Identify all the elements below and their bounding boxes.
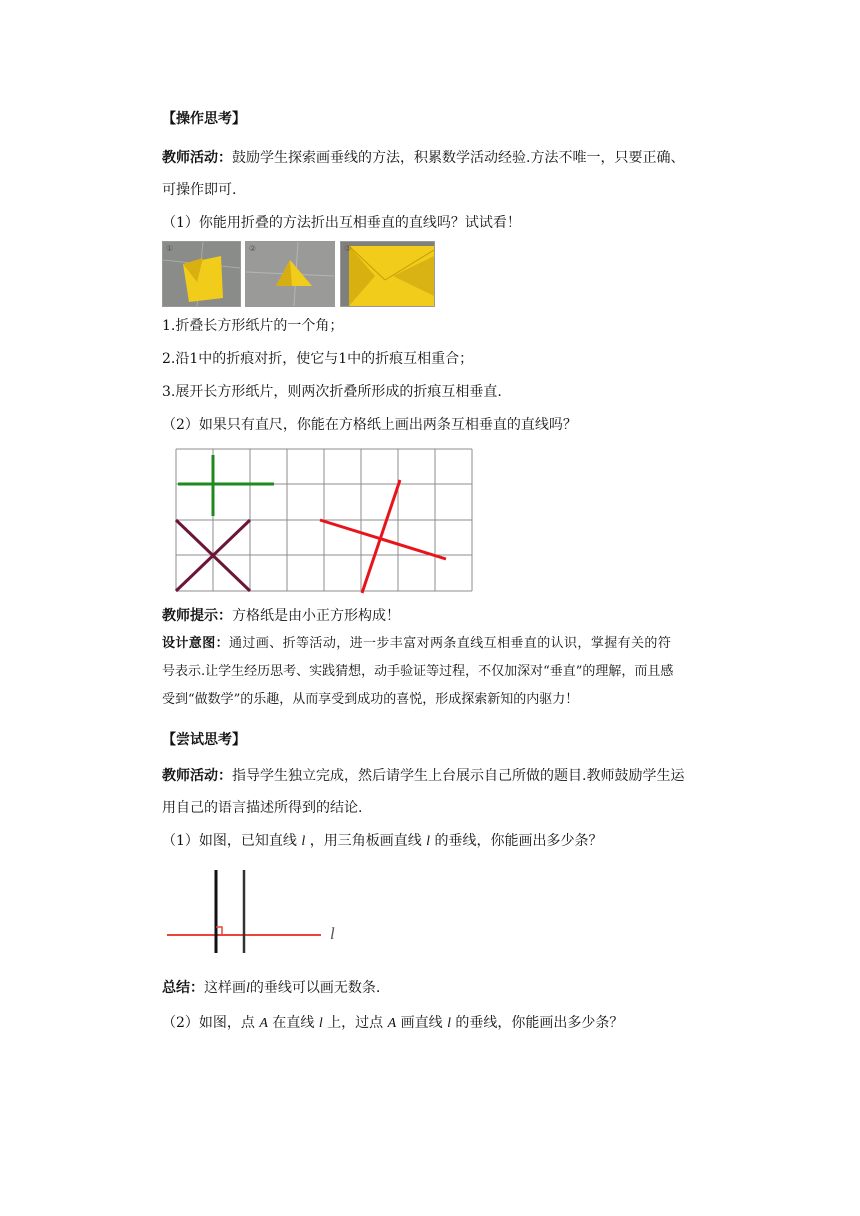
section-heading-operate-think: 【操作思考】 (162, 111, 246, 127)
teacher-activity-2-text: 指导学生独立完成，然后请学生上台展示自己所做的题目.教师鼓励学生运 (232, 768, 685, 784)
photo-number-2: ② (249, 244, 257, 253)
question-fold: （1）你能用折叠的方法折出互相垂直的直线吗？试试看！ (162, 215, 521, 231)
design-intent-line-1 (162, 634, 671, 654)
q2-point-a-1: A (259, 1016, 268, 1031)
unfolded-paper-creases-photo (341, 242, 434, 306)
perpendicular-lines-figure (165, 865, 345, 955)
summary-label: 总结： (162, 980, 204, 996)
question-ruler: （2）如果只有直尺，你能在方格纸上画出两条互相垂直的直线吗？ (162, 417, 577, 433)
teacher-activity-2-line-1 (162, 766, 684, 786)
design-intent-line-2: 号表示.让学生经历思考、实践猜想，动手验证等过程，不仅加深对“垂直”的理解，而且感 (162, 664, 674, 679)
teacher-activity-label: 教师活动： (162, 150, 232, 166)
q2-text-b: 在直线 (267, 1015, 319, 1031)
fold-photo-2 (245, 241, 335, 307)
question-point-a (162, 1013, 623, 1034)
design-intent-label: 设计意图： (162, 636, 230, 651)
line-label-l: l (330, 924, 335, 943)
q1-line-l-2: l (426, 834, 431, 849)
summary-text-b: 的垂线可以画无数条. (249, 980, 381, 996)
q2-text-a: （2）如图，点 (162, 1015, 260, 1031)
summary-line-l: l (246, 981, 250, 996)
step-1: 1.折叠长方形纸片的一个角； (162, 318, 344, 334)
q2-point-a-2: A (387, 1016, 397, 1031)
step-3: 3.展开长方形纸片，则两次折叠所形成的折痕互相垂直. (162, 384, 502, 400)
teacher-activity-line-2: 可操作即可. (162, 182, 237, 198)
q1-text-b: ，用三角板画直线 (305, 833, 427, 849)
teacher-hint-text: 方格纸是由小正方形构成！ (232, 608, 400, 624)
teacher-hint-label: 教师提示： (162, 608, 232, 624)
section-heading-try-think: 【尝试思考】 (162, 732, 246, 748)
q2-text-d: 画直线 (396, 1015, 448, 1031)
folded-paper-triangle-photo (246, 242, 334, 306)
teacher-hint (162, 606, 400, 626)
q1-line-l-1: l (301, 834, 306, 849)
green-perpendicular-lines (178, 455, 274, 516)
question-triangle-ruler (162, 831, 603, 852)
summary (162, 978, 380, 999)
teacher-activity-line-1 (162, 148, 684, 168)
summary-text-a: 这样画 (204, 980, 246, 996)
q1-text-c: 的垂线，你能画出多少条？ (430, 833, 603, 849)
q2-text-e: 的垂线，你能画出多少条？ (450, 1015, 624, 1031)
teacher-activity-2-label: 教师活动： (162, 768, 232, 784)
design-intent-text-1: 通过画、折等活动，进一步丰富对两条直线互相垂直的认识，掌握有关的符 (229, 636, 672, 651)
q2-text-c: 上，过点 (322, 1015, 388, 1031)
folded-paper-corner-photo (163, 242, 240, 306)
teacher-activity-text: 鼓励学生探索画垂线的方法，积累数学活动经验.方法不唯一，只要正确、 (232, 150, 685, 166)
fold-photo-3 (340, 241, 435, 307)
step-2: 2.沿1中的折痕对折，使它与1中的折痕互相重合； (162, 351, 474, 367)
q2-line-l-2: l (447, 1016, 451, 1031)
q1-text-a: （1）如图，已知直线 (162, 833, 302, 849)
red-perpendicular-lines (320, 480, 446, 593)
design-intent-line-3: 受到“做数学”的乐趣，从而享受到成功的喜悦，形成探索新知的内驱力！ (162, 692, 579, 707)
grid-paper-figure (170, 445, 480, 597)
teacher-activity-2-line-2: 用自己的语言描述所得到的结论. (162, 800, 363, 816)
fold-photo-1 (162, 241, 241, 307)
photo-number-3: ③ (344, 244, 352, 253)
photo-number-1: ① (166, 244, 174, 253)
q2-line-l-1: l (318, 1016, 323, 1031)
